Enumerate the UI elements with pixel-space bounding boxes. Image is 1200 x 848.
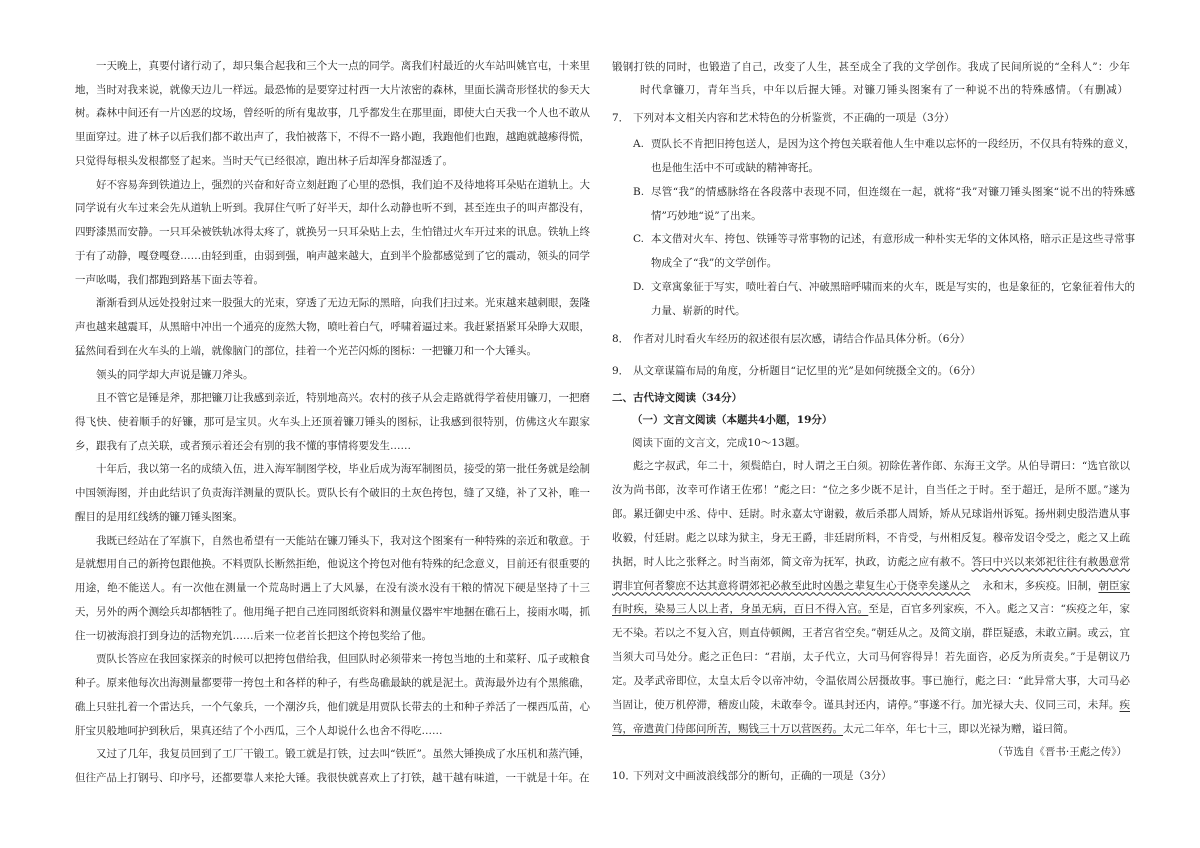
underlined-text: 疾笃，帝遣黄门侍郎问所苦，赐钱三十万以营医药。 [612,699,1130,735]
paragraph: 渐渐看到从远处投射过来一股强大的光束，穿透了无边无际的黑暗，向我们扫过来。光束越来越刺眼，轰隆声也越来越震耳，从黑暗中冲出一个通亮的庞然大物，喷吐着白气，呼啸着逼过来。我赶紧捂紧耳朵睁大双眼，猛然间看到在火车头的上端，就像脑门的部位，挂着一个光芒闪烁的图标：一把镰刀和一个大锤头。 [75,297,590,357]
section-title: 二、古代诗文阅读（34分） [612,392,743,404]
classical-passage [612,455,1130,742]
wavy-underlined-text: 答曰中兴以来郊祀往往有赦愚意常谓非宜何者黎庶不达其意将谓郊祀必赦至此时凶愚之辈复生心于侥幸矣遂从之 [612,555,1131,592]
question-stem: 从文章谋篇布局的角度，分析题目“记忆里的光”是如何统摄全文的。（6分） [633,365,982,377]
question-stem: 下列对文中画波浪线部分的断句，正确的一项是（3分） [633,770,892,782]
passage-text: 至是，百官多列家疾，不入。彪之又言：“疾疫之年，家无不染。若以之不复入宫，则直侍顿阙，王者宫省空矣。”朝廷从之。及简文崩，群臣疑惑，未敢立嗣。或云，宜当须大司马处分。彪之正色曰：“君崩，太子代立，大司马何容得异！若先面咨，必反为所责矣。”于是朝议乃定。及孝武帝即位，太皇太后令以帝冲幼，令温依周公居摄故事。事已施行，彪之曰：“此异常大事，大司马必当固让，使万机停滞，稽废山陵，未敢奉令。谨具封还内，请停。”事遂不行。加光禄大夫、仪同三司，未拜。 [612,603,1130,712]
option-label: B. [633,186,645,198]
question-number: 7． [612,112,630,124]
paragraph: 且不管它是锤是斧，那把镰刀让我感到亲近，特别地高兴。农村的孩子从会走路就得学着使用镰刀，一把磨得飞快、使着顺手的好镰，那可是宝贝。火车头上还顶着镰刀锤头的图标，让我感到很特别，仿佛这火车跟家乡，跟我有了点关联，或者预示着还会有别的我不懂的事情将要发生…… [75,392,590,452]
option-text: 贾队长不肯把旧挎包送人，是因为这个挎包关联着他人生中难以忘怀的一段经历，不仅具有特殊的意义，也是他生活中不可或缺的精神寄托。 [651,138,1135,174]
question-stem: 下列对本文相关内容和艺术特色的分析鉴赏，不正确的一项是（3分） [633,112,955,124]
paragraph: 一天晚上，真要付诸行动了，却只集合起我和三个大一点的同学。离我们村最近的火车站叫姚官屯，十来里地，当时对我来说，就像天边儿一样远。最恐怖的是要穿过村西一大片浓密的森林，里面长满奇形怪状的参天大树。森林中间还有一片凶恶的坟场，曾经听的所有鬼故事，几乎都发生在那里面，即使大白天我一个人也不敢从里面穿过。进了林子以后我们都不敢出声了，我怕被落下，不得不一路小跑，我跑他们也跑，越跑就越瘆得慌，只觉得每根头发根都竖了起来。当时天气已经很凉，跑出林子后却浑身都湿透了。 [75,60,590,167]
paragraph: 好不容易奔到铁道边上，强烈的兴奋和好奇立刻赶跑了心里的恐惧，我们迫不及待地将耳朵贴在道轨上。大同学说有火车过来会先从道轨上听到。我屏住气听了好半天，却什么动静也听不到，甚至连虫子的叫声都没有，四野漆黑而安静。一只耳朵被铁轨冰得太疼了，就换另一只耳朵贴上去，生怕错过火车开过来的讯息。铁轨上终于有了动静，嘎登嘎登……由轻到重，由弱到强，响声越来越大，直到半个脸都感觉到了它的震动，领头的同学一声吆喝，我们都跑到路基下面去等着。 [75,178,590,286]
passage-text: 太元二年卒，年七十三，即以光禄为赠，谥曰简。 [843,722,1074,735]
paragraph: 十年后，我以第一名的成绩入伍，进入海军制图学校，毕业后成为海军制图员，接受的第一批任务就是绘制中国领海图，并由此结识了负责海洋测量的贾队长。贾队长有个破旧的土灰色挎包，缝了又缝，补了又补，唯一醒目的是用红线绣的镰刀锤头图案。 [75,463,590,523]
reading-instruction: 阅读下面的文言文，完成10～13题。 [632,437,806,449]
question-number: 8． [612,333,630,345]
question-10 [612,764,892,788]
paragraph: 又过了几年，我复员回到了工厂干锻工。锻工就是打铁，过去叫“铁匠”。虽然大锤换成了水压机和蒸汽锤，但往产品上打钢号、印序号，还都要靠人来抡大锤。我很快就喜欢上了打铁，越干越有味道，一干就是十年。在 [75,748,590,785]
question-number: 9． [612,365,630,377]
question-7 [612,106,955,130]
question-8 [612,327,970,351]
passage-text: 永和末，多疾疫。旧制， [982,579,1099,592]
paragraph: 我既已经站在了军旗下，自然也希望有一天能站在镰刀锤头下，我对这个图案有一种特殊的亲近和敬意。于是就想用自己的新挎包跟他换。不料贾队长断然拒绝，他说这个挎包对他有特殊的纪念意义，目前还有很重要的用途，绝不能送人。有一次他在测量一个荒岛时遇上了大风暴，在没有淡水没有干粮的情况下硬是坚持了十三天，另外的两个测绘兵却都牺牲了。他用绳子把自己连同图纸资料和测量仪器牢牢地捆在礁石上，接雨水喝，抓住一切被海浪打到身边的活物充饥……后来一位老首长把这个挎包奖给了他。 [75,534,590,642]
passage-text: 彪之字叔武，年二十，须鬓皓白，时人谓之王白须。初除佐著作郎、东海王文学。从伯导谓曰：“选官欲以汝为尚书郎，汝幸可作诸王佐邪！”彪之曰：“位之多少既不足计，自当任之于时。至于超迁，是所不愿。”遂为郎。累迁御史中丞、侍中、廷尉。时永嘉太守谢毅，赦后杀郡人周矫，矫从兄球诣州诉冤。扬州刺史殷浩遣从事收毅，付廷尉。彪之以球为狱主，身无王爵，非廷尉所料，不肯受，与州相反复。穆帝发诏令受之，彪之又上疏执据，时人比之张释之。时当南郊，简文帝为抚军，执政，访彪之应有赦不。 [612,460,1130,568]
question-stem: 作者对儿时看火车经历的叙述很有层次感，请结合作品具体分析。（6分） [633,333,971,345]
option-label: D. [633,281,645,293]
option-a [633,133,1135,180]
option-d [633,276,1135,323]
paragraph: 领头的同学却大声说是镰刀斧头。 [96,368,254,381]
question-9 [612,359,981,383]
option-b [633,181,1135,228]
option-text: 尽管“我”的情感脉络在各段落中表现不同，但连缀在一起，就将“我”对镰刀锤头图案“说不出的特殊感情”巧妙地“说”了出来。 [651,186,1135,222]
passage-continuation-line-1: 锻钢打铁的同时，也锻造了自己，改变了人生，甚至成全了我的文学创作。我成了民间所说的“全科人”：少年 [612,61,1130,73]
question-number: 10． [612,770,636,782]
option-text: 本文借对火车、挎包、铁锤等寻常事物的记述，有意形成一种朴实无华的文体风格，暗示正是这些寻常事物成全了“我”的文学创作。 [651,233,1135,269]
option-c [633,228,1135,275]
paragraph: 贾队长答应在我回家探亲的时候可以把挎包借给我，但回队时必须带来一挎包当地的土和菜籽、瓜子或粮食种子。原来他每次出海测量都要带一挎包土和各样的种子，有些岛礁最缺的就是泥土。黄海最外边有个黑熊礁，礁上只驻扎着一个雷达兵，一个气象兵，一个潮汐兵，他们就是用贾队长带去的土和种子养活了一棵西瓜苗，心肝宝贝般地呵护到秋后，果真还结了个小西瓜，三个人却说什么也舍不得吃…… [75,653,590,737]
left-column-passage [75,55,590,791]
option-label: C. [633,233,644,245]
subsection-title: （一）文言文阅读（本题共4小题，19分） [632,414,833,426]
option-label: A. [633,138,644,150]
passage-source: （节选自《晋书·王彪之传》） [992,746,1127,758]
passage-continuation-line-2: 时代拿镰刀，青年当兵，中年以后握大锤。对镰刀锤头图案有了一种说不出的特殊感情。（有删减） [640,84,1128,96]
option-text: 文章寓象征于写实，喷吐着白气、冲破黑暗呼啸而来的火车，既是写实的，也是象征的，它象征着伟大的力量、崭新的时代。 [651,281,1135,317]
underlined-text: 朝臣家有时疾，染易三人以上者，身虽无病，百日不得入宫。 [612,579,1131,616]
